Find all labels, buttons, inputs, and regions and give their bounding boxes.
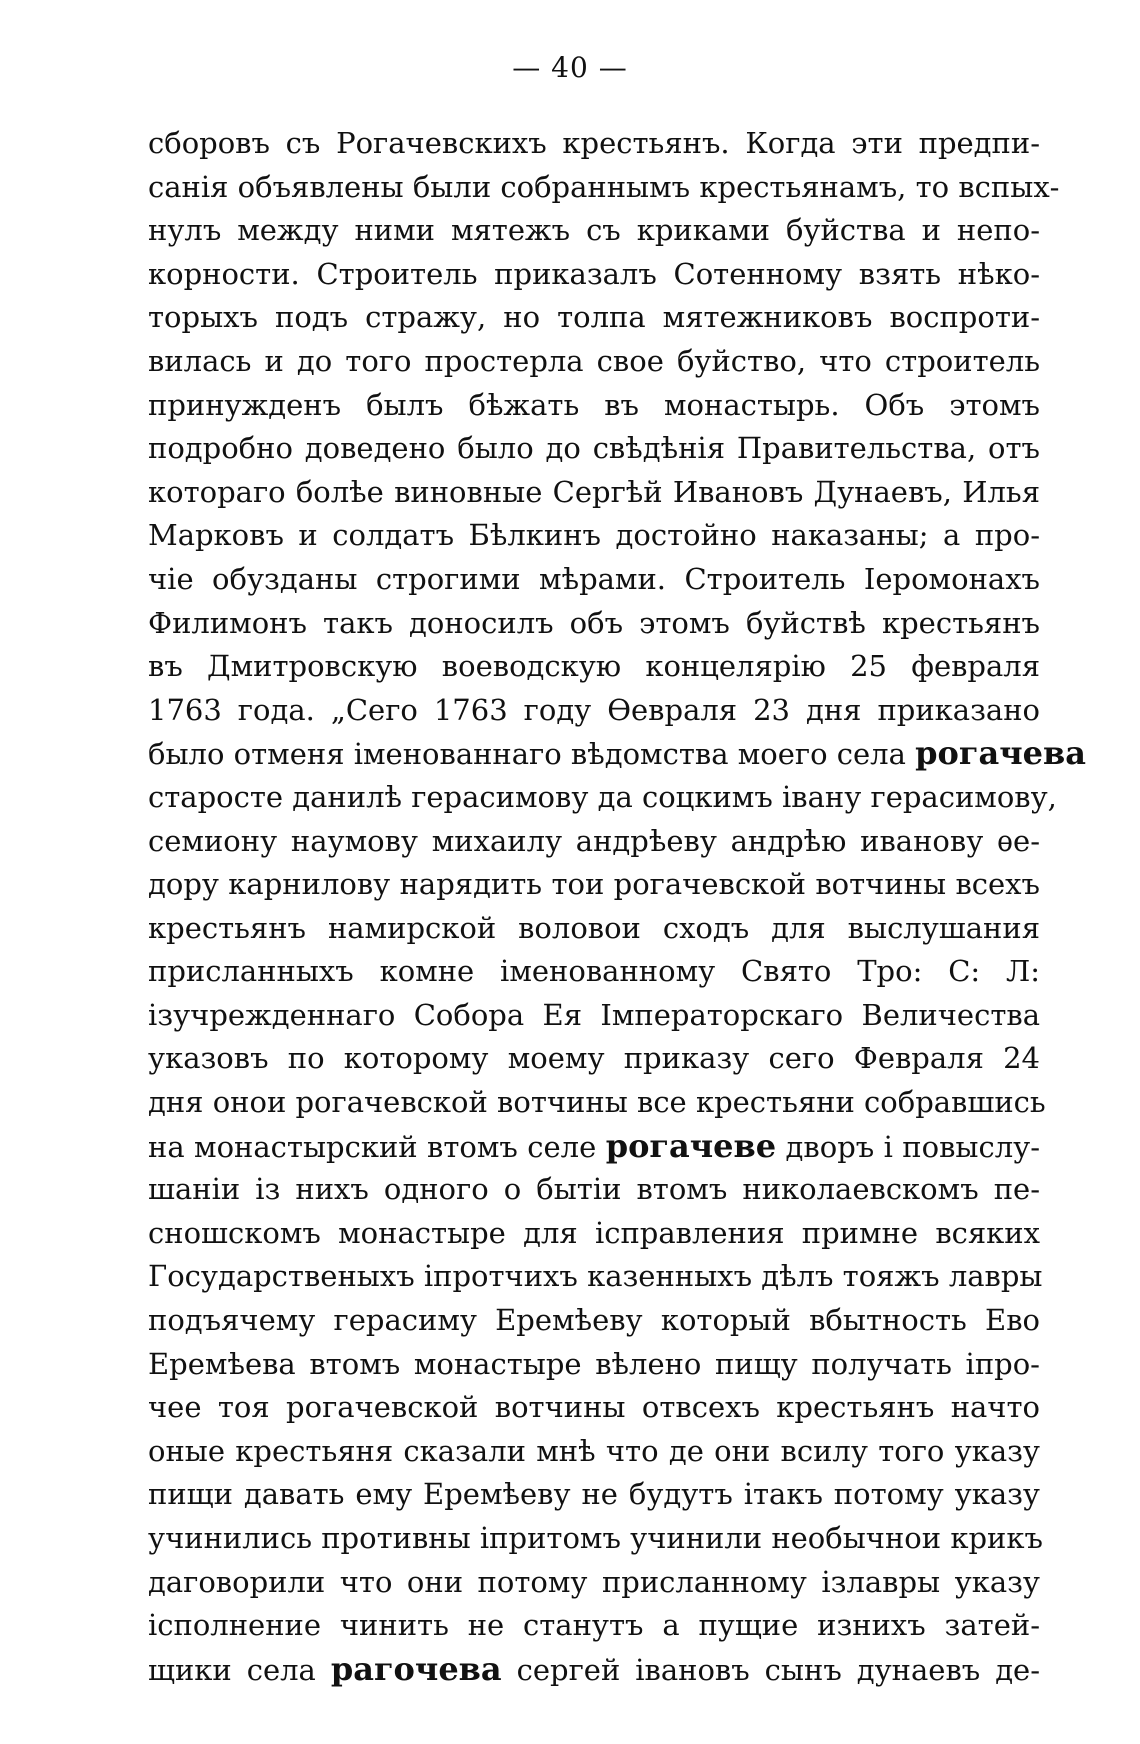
text-line (148, 1648, 1040, 1692)
line-text: было отменя іменованнаго вѣдомства моего села (148, 737, 906, 772)
line-text: учинились противны іпритомъ учинили необычнои крикъ (148, 1521, 1043, 1555)
text-line (148, 253, 1040, 297)
text-line (148, 1168, 1040, 1212)
text-line (148, 1604, 1040, 1648)
line-text: старосте данилѣ герасимову да соцкимъ івану герасимову, (148, 779, 1057, 814)
line-text: чіе обузданы строгими мѣрами. Строитель Іеромонахъ (148, 561, 1040, 596)
text-line (148, 296, 1040, 340)
text-line (148, 1430, 1040, 1474)
text-line (148, 1037, 1040, 1081)
text-line (148, 863, 1040, 907)
line-text: нулъ между ними мятежъ съ криками буйства и непо- (148, 213, 1040, 248)
text-line (148, 1299, 1040, 1343)
text-line (148, 645, 1040, 689)
emphasized-word: рогачеве (605, 1126, 777, 1165)
line-text: подъячему герасиму Еремѣеву который вбытность Ево (148, 1303, 1040, 1338)
line-text: пищи давать ему Еремѣеву не будутъ ітакъ потому указу (148, 1477, 1040, 1512)
line-text: крестьянъ намирской воловои сходъ для выслушания (148, 910, 1040, 945)
body-text (148, 122, 1086, 1691)
text-line (148, 1386, 1040, 1430)
line-text: оные крестьяня сказали мнѣ что де они всилу того указу (148, 1433, 1040, 1468)
line-text: дня онои рогачевской вотчины все крестьяни собравшись (148, 1085, 1046, 1120)
text-line (148, 776, 1057, 820)
line-text: семиону наумову михаилу андрѣеву андрѣю иванову ѳе- (148, 823, 1040, 858)
line-text-after: сергей івановъ сынъ дунаевъ де- (516, 1652, 1041, 1687)
text-line (148, 471, 1040, 515)
text-line (148, 1561, 1040, 1605)
line-text: щики села (148, 1652, 316, 1687)
line-text: торыхъ подъ стражу, но толпа мятежниковъ воспроти- (148, 300, 1040, 335)
page-number: — 40 — (512, 51, 628, 84)
line-text-after: дворъ і повыслу- (785, 1129, 1041, 1164)
line-text: котораго болѣе виновные Сергѣй Ивановъ Дунаевъ, Илья (148, 474, 1040, 509)
text-line (148, 602, 1040, 646)
line-text: указовъ по которому моему приказу сего Февраля 24 (148, 1041, 1040, 1076)
line-text: принужденъ былъ бѣжать въ монастырь. Объ этомъ (148, 387, 1040, 422)
line-text: 1763 года. „Сего 1763 году Ѳевраля 23 дня приказано (148, 692, 1040, 727)
text-line (148, 1255, 1043, 1299)
emphasized-word: рогачева (915, 734, 1086, 773)
line-text: корности. Строитель приказалъ Сотенному взять нѣко- (148, 256, 1040, 291)
line-text: сборовъ съ Рогачевскихъ крестьянъ. Когда эти предпи- (148, 126, 1040, 160)
line-text: вилась и до того простерла свое буйство, что строитель (148, 343, 1040, 378)
emphasized-word: рагочева (330, 1649, 502, 1688)
line-text: шаніи із нихъ одного о бытіи втомъ николаевскомъ пе- (148, 1172, 1040, 1207)
text-line (148, 950, 1040, 994)
line-text: присланныхъ комне іменованному Свято Тро: С: Л: (148, 954, 1040, 989)
line-text: Государственыхъ іпротчихъ казенныхъ дѣлъ тояжъ лавры (148, 1259, 1043, 1294)
line-text: дору карнилову нарядить тои рогачевской вотчины всехъ (148, 867, 1040, 902)
text-line (148, 907, 1040, 951)
text-line (148, 209, 1040, 253)
line-text: Еремѣева втомъ монастыре вѣлено пищу получать іпро- (148, 1346, 1040, 1381)
text-line (148, 558, 1040, 602)
line-text: Филимонъ такъ доносилъ объ этомъ буйствѣ крестьянъ (148, 605, 1040, 640)
line-text: на монастырский втомъ селе (148, 1129, 597, 1164)
line-text: чее тоя рогачевской вотчины отвсехъ крестьянъ начто (148, 1390, 1040, 1425)
line-text: санія объявлены были собраннымъ крестьянамъ, то вспых- (148, 169, 1060, 204)
text-line (148, 122, 1040, 166)
text-line (148, 689, 1040, 733)
text-line (148, 166, 1060, 210)
text-line (148, 1473, 1040, 1517)
line-text: сношскомъ монастыре для ісправления примне всяких (148, 1215, 1040, 1250)
text-line (148, 1081, 1046, 1125)
line-text: подробно доведено было до свѣдѣнія Правительства, отъ (148, 431, 1040, 466)
line-text: въ Дмитровскую воеводскую концелярію 25 февраля (148, 649, 1040, 684)
text-line (148, 1343, 1040, 1387)
text-line (148, 514, 1040, 558)
line-text: даговорили что они потому присланному ізлавры указу (148, 1564, 1040, 1599)
text-line (148, 1517, 1043, 1561)
text-line (148, 427, 1040, 471)
text-line (148, 384, 1040, 428)
text-line (148, 1212, 1040, 1256)
text-line (148, 340, 1040, 384)
text-line (148, 994, 1040, 1038)
line-text: ізучрежденнаго Собора Ея Імператорскаго Величества (148, 997, 1040, 1032)
line-text: ісполнение чинить не станутъ а пущие изнихъ затей- (148, 1608, 1040, 1643)
line-text: Марковъ и солдатъ Бѣлкинъ достойно наказаны; а про- (148, 518, 1040, 553)
text-line (148, 820, 1040, 864)
text-line (148, 732, 1086, 776)
text-line (148, 1125, 1040, 1169)
